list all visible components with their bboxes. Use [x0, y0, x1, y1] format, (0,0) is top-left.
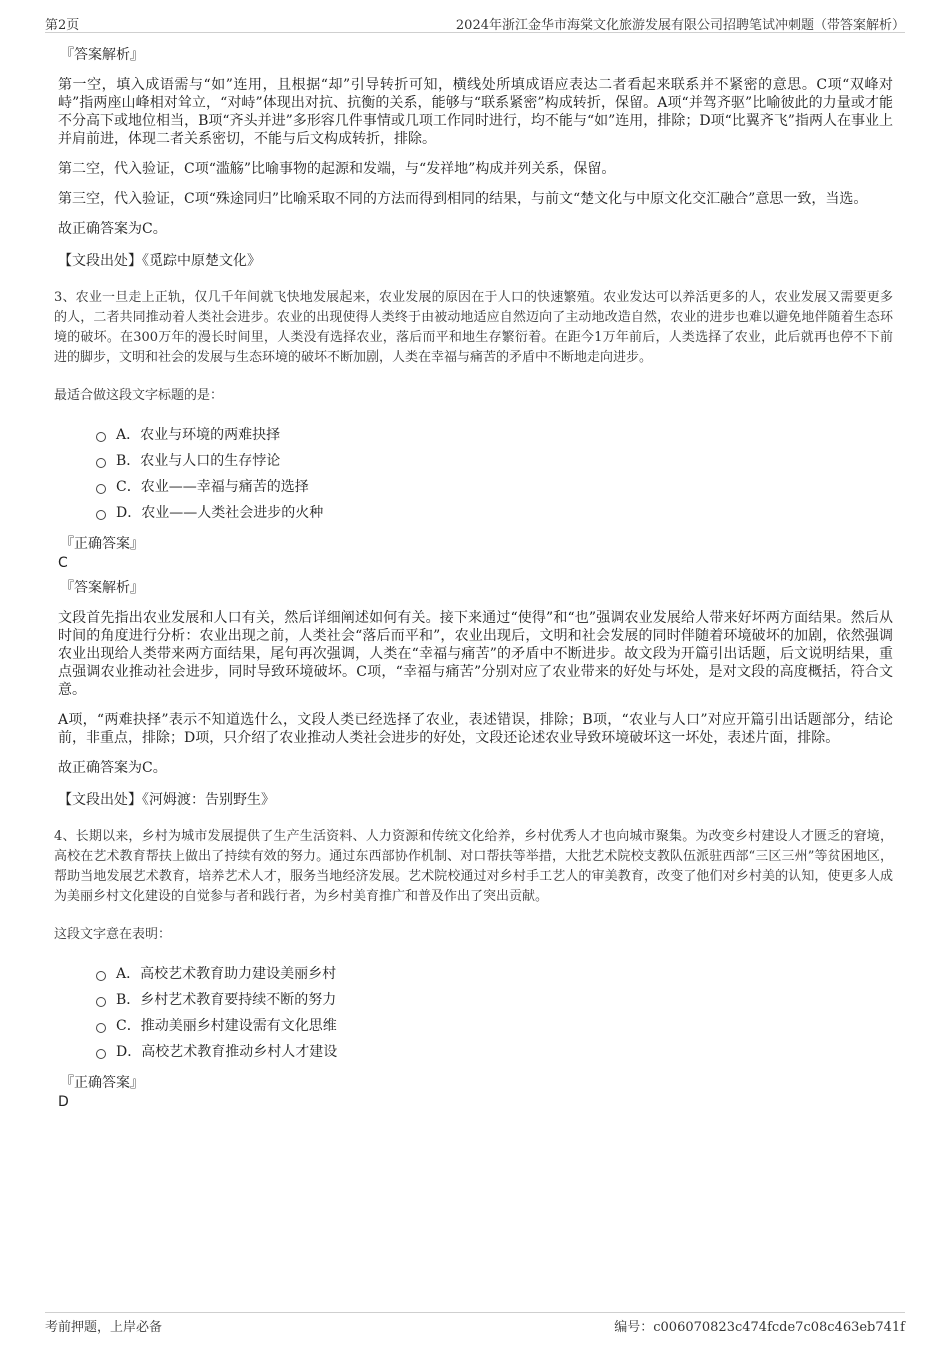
q3-analysis-label: 『答案解析』 — [60, 580, 144, 596]
option-letter: D． — [116, 1044, 142, 1060]
option-letter: D． — [116, 505, 142, 521]
option-text: 农业——人类社会进步的火种 — [141, 505, 324, 521]
q3-source: 【文段出处】《河姆渡：告别野生》 — [58, 792, 275, 808]
q4-answer: D — [58, 1094, 69, 1110]
page-number: 第2页 — [45, 18, 80, 33]
radio-icon[interactable] — [96, 432, 106, 442]
q4-option-b[interactable] — [96, 986, 893, 1012]
option-text: 农业与人口的生存悖论 — [140, 453, 281, 469]
option-text: 高校艺术教育助力建设美丽乡村 — [140, 966, 337, 982]
q2-analysis-para-3: 第三空，代入验证，C项“殊途同归”比喻采取不同的方法而得到相同的结果，与前文“楚文化与中原文化交汇融合”意思一致，当选。 — [58, 191, 868, 207]
q3-answer-label: 『正确答案』 — [60, 536, 144, 552]
option-letter: C． — [116, 1018, 141, 1034]
q3-answer-conclusion: 故正确答案为C。 — [58, 760, 167, 776]
option-text: 乡村艺术教育要持续不断的努力 — [140, 992, 337, 1008]
radio-icon[interactable] — [96, 971, 106, 981]
q4-option-d[interactable] — [96, 1038, 893, 1064]
q3-question-text: 3、农业一旦走上正轨，仅几千年间就飞快地发展起来，农业发展的原因在于人口的快速繁殖。农业发达可以养活更多的人，农业发展又需要更多的人，二者共同推动着人类社会进步。农业的出现使得人类终于由被动地适应自然迈向了主动地改造自然，农业的进步也难以避免地伴随着生态环境的破坏。在300万年的漫长时间里，人类没有选择农业，落后而平和地生存繁衍着。在距今1万年前后，人类选择了农业，此后就再也停不下前进的脚步，文明和社会的发展与生态环境的破坏不断加剧，人类在幸福与痛苦的矛盾中不断地走向进步。 — [54, 290, 893, 365]
option-text: 高校艺术教育推动乡村人才建设 — [141, 1044, 338, 1060]
radio-icon[interactable] — [96, 997, 106, 1007]
q4-option-a[interactable] — [96, 960, 893, 986]
radio-icon[interactable] — [96, 1023, 106, 1033]
option-letter: A． — [116, 427, 141, 443]
radio-icon[interactable] — [96, 1049, 106, 1059]
q3-option-d[interactable] — [96, 499, 893, 525]
q3-answer: C — [58, 555, 68, 571]
option-letter: B． — [116, 453, 141, 469]
q2-analysis-para-2: 第二空，代入验证，C项“滥觞”比喻事物的起源和发端，与“发祥地”构成并列关系，保留。 — [58, 161, 616, 177]
q3-analysis-para-2: A项，“两难抉择”表示不知道选什么，文段人类已经选择了农业，表述错误，排除；B项，“农业与人口”对应开篇引出话题部分，结论前，非重点，排除；D项，只介绍了农业推动人类社会进步的好处，文段还论述农业导致环境破坏这一坏处，表述片面，排除。 — [58, 712, 893, 746]
q2-source: 【文段出处】《觅踪中原楚文化》 — [58, 253, 261, 269]
option-letter: A． — [116, 966, 141, 982]
footer-slogan: 考前押题，上岸必备 — [45, 1320, 163, 1335]
page-header — [45, 12, 905, 33]
q2-answer-conclusion: 故正确答案为C。 — [58, 221, 167, 237]
q3-option-a[interactable] — [96, 421, 893, 447]
page-footer — [45, 1312, 905, 1339]
radio-icon[interactable] — [96, 484, 106, 494]
radio-icon[interactable] — [96, 510, 106, 520]
q2-analysis-para-1: 第一空，填入成语需与“如”连用，且根据“却”引导转折可知，横线处所填成语应表达二者看起来联系并不紧密的意思。C项“双峰对峙”指两座山峰相对耸立，“对峙”体现出对抗、抗衡的关系，能够与“联系紧密”构成转折，保留。A项“并驾齐驱”比喻彼此的力量或才能不分高下或地位相当，B项“齐头并进”多形容几件事情或几项工作同时进行，均不能与“如”连用，排除；D项“比翼齐飞”指两人在事业上并肩前进，体现二者关系密切，不能与后文构成转折，排除。 — [58, 77, 893, 147]
q4-ask: 这段文字意在表明： — [54, 927, 172, 942]
q3-ask: 最适合做这段文字标题的是： — [54, 388, 224, 403]
page-content — [54, 44, 893, 1116]
q4-option-c[interactable] — [96, 1012, 893, 1038]
radio-icon[interactable] — [96, 458, 106, 468]
q3-options — [96, 421, 893, 525]
option-text: 农业与环境的两难抉择 — [140, 427, 281, 443]
q3-analysis-para-1: 文段首先指出农业发展和人口有关，然后详细阐述如何有关。接下来通过“使得”和“也”强调农业发展给人带来好坏两方面结果。然后从时间的角度进行分析：农业出现之前，人类社会“落后而平和”，农业出现后，文明和社会发展的同时伴随着环境破坏的加剧，依然强调农业出现给人类带来两方面结果，尾句再次强调，人类在“幸福与痛苦”的矛盾中不断进步。故文段为开篇引出话题，后文说明结果，重点强调农业推动社会进步，同时导致环境破坏。C项，“幸福与痛苦”分别对应了农业带来的好处与坏处，是对文段的高度概括，符合文意。 — [58, 610, 893, 698]
q3-option-c[interactable] — [96, 473, 893, 499]
option-letter: C． — [116, 479, 141, 495]
option-letter: B． — [116, 992, 141, 1008]
option-text: 农业——幸福与痛苦的选择 — [140, 479, 309, 495]
q4-question-text: 4、长期以来，乡村为城市发展提供了生产生活资料、人力资源和传统文化给养，乡村优秀人才也向城市聚集。为改变乡村建设人才匮乏的窘境，高校在艺术教育帮扶上做出了持续有效的努力。通过东西部协作机制、对口帮扶等举措，大批艺术院校支教队伍派驻西部“三区三州”等贫困地区，帮助当地发展艺术教育，培养艺术人才，服务当地经济发展。艺术院校通过对乡村手工艺人的审美教育，改变了他们对乡村美的认知，使更多人成为美丽乡村文化建设的自觉参与者和践行者，为乡村美育推广和普及作出了突出贡献。 — [54, 829, 893, 904]
document-title: 2024年浙江金华市海棠文化旅游发展有限公司招聘笔试冲刺题（带答案解析） — [455, 18, 905, 33]
q3-option-b[interactable] — [96, 447, 893, 473]
q2-analysis-label: 『答案解析』 — [60, 47, 144, 63]
q4-options — [96, 960, 893, 1064]
option-text: 推动美丽乡村建设需有文化思维 — [140, 1018, 337, 1034]
document-id: 编号：c006070823c474fcde7c08c463eb741f — [614, 1320, 905, 1335]
q4-answer-label: 『正确答案』 — [60, 1075, 144, 1091]
